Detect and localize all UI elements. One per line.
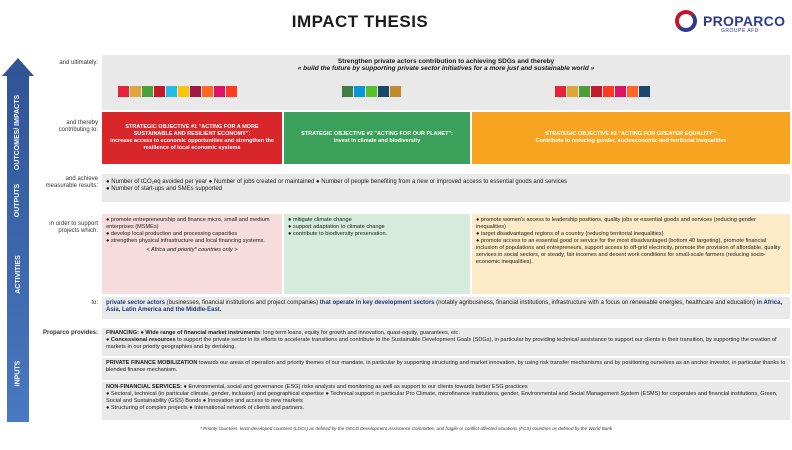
sdg-icon: [615, 86, 626, 97]
footnote: * Priority countries: least-developed countries (LDCs) as defined by the OECD Development Assistance Committee, and fragile or conflict-affected situations (FCS) countries as defined by the World Bank: [200, 426, 613, 431]
financing-text: : long term loans, equity for growth and innovation, quasi-equity, guarantees, etc.: [260, 330, 460, 336]
project-item: ● mitigate climate change: [288, 217, 352, 223]
nonfin-line1: ● Environmental, social and governance (ESG) risks analysis and monitoring as well as support to our clients towards better ESG practices: [181, 384, 528, 390]
sdg-icon: [390, 86, 401, 97]
sdg-icon: [214, 86, 225, 97]
row-label-to: to:: [91, 300, 98, 306]
financing-label: FINANCING:: [106, 330, 139, 336]
projects-col-1: [102, 214, 282, 294]
sdg-icon: [579, 86, 590, 97]
project-item: ● contribute to biodiversity preservation.: [288, 231, 388, 237]
objective-3-title: STRATEGIC OBJECTIVE #3 "ACTING FOR GREATER EQUALITY":: [545, 131, 717, 137]
projects-col-2: [284, 214, 470, 294]
label-outcomes: OUTCOMES/ IMPACTS: [14, 94, 22, 170]
sdg-icons-group3: [555, 86, 651, 97]
sdg-icon: [555, 86, 566, 97]
project-item: ● develop local production and processing capacities: [106, 231, 238, 237]
projects-col-3: [472, 214, 790, 294]
proparco-logo: [675, 6, 785, 40]
sdg-icon: [154, 86, 165, 97]
project-item: ● target disadvantaged regions of a country (reducing territorial inequalities): [476, 231, 664, 237]
goal-line2: « build the future by supporting private sector initiatives for a more just and sustainable world »: [297, 65, 595, 72]
nonfin-line2: ● Sectoral, technical (in particular climate, gender, inclusion) and geographical expertise ● Technical support in particular Pro Climate, microfinance institutions, gender, Environmental and Social Management System (ESMS) for corporates and financial institutions, Green, Social and Sustainability (GSS) Bonds ● Innovation and access to new markets: [106, 391, 778, 404]
sdg-icon: [627, 86, 638, 97]
mobilization-box: [102, 358, 790, 380]
row-label-contributing: and thereby contributing to:: [58, 120, 98, 133]
nonfin-line3: ● Structuring of complex projects ● International network of clients and partners.: [106, 405, 305, 411]
financing-box: [102, 328, 790, 356]
objective-3-desc: Contribute to reducing gender, socioeconomic and territorial inequalities: [535, 138, 727, 144]
non-financial-box: [102, 382, 790, 420]
row-label-ultimately: and ultimately:: [59, 60, 98, 66]
sdg-icon: [354, 86, 365, 97]
sdg-icon: [378, 86, 389, 97]
sdg-icon: [166, 86, 177, 97]
results-line2: ● Number of start-ups and SMEs supported: [106, 186, 223, 192]
objective-2-title: STRATEGIC OBJECTIVE #2 "ACTING FOR OUR PLANET":: [301, 131, 453, 137]
objective-2-desc: invest in climate and biodiversity: [333, 138, 421, 144]
project-item: ● promote access to an essential good or service for the most disadvantaged (bottom 40 targeting), promote financial inclusion of populations and entrepreneurs, support access to off-grid electricity, promote the provision of affordable, quality services in social sectors, or steady, fair incomes and decent work conditions for small-scale farmers (reducing socio-economic inequalities).: [476, 238, 781, 265]
sdg-icon: [130, 86, 141, 97]
objective-2: [284, 112, 470, 164]
label-inputs: INPUTS: [14, 360, 22, 386]
results-chain-arrow: [2, 58, 34, 422]
sdg-icon: [567, 86, 578, 97]
objective-1: [102, 112, 282, 164]
sdg-icons-group2: [342, 86, 402, 97]
sdg-icon: [639, 86, 650, 97]
sdg-icon: [118, 86, 129, 97]
project-note: < Africa and priority* countries only >: [146, 247, 238, 253]
label-outputs: OUTPUTS: [14, 183, 22, 217]
sdg-icon: [178, 86, 189, 97]
ultimate-goal-box: [102, 55, 790, 110]
logo-subtitle: GROUPE AFD: [721, 28, 759, 34]
sdg-icon: [591, 86, 602, 97]
row-label-provides: Proparco provides:: [42, 330, 98, 336]
to-sectors-detail: (notably agribusiness, financial institutions, infrastructure with a focus on renewable energies, healthcare and education): [434, 300, 757, 306]
goal-line1: Strengthen private actors contribution to achieving SDGs and thereby: [337, 58, 555, 65]
mobilization-label: PRIVATE FINANCE MOBILIZATION: [106, 360, 198, 366]
financing-instruments: ● Wide range of financial market instruments: [138, 330, 261, 336]
row-label-results: and achieve measurable results:: [45, 176, 98, 189]
project-item: ● strengthen physical infrastructure and local financing systems.: [106, 238, 265, 244]
arrow-head-icon: [2, 58, 34, 76]
sdg-icon: [142, 86, 153, 97]
nonfin-label: NON-FINANCIAL SERVICES:: [106, 384, 182, 390]
concessional-label: ● Concessional resources: [106, 337, 176, 343]
page-title: IMPACT THESIS: [291, 12, 429, 31]
sdg-icon: [190, 86, 201, 97]
label-activities: ACTIVITIES: [14, 254, 22, 294]
results-line1: ● Number of tCO₂eq avoided per year ● Number of jobs created or maintained ● Number of people benefiting from a new or improved access to essential goods and services: [106, 179, 568, 185]
sdg-icon: [342, 86, 353, 97]
to-sectors: that operate in key development sectors: [319, 300, 435, 306]
to-regions: in Africa, Asia, Latin America and the Middle-East.: [106, 300, 783, 313]
objective-1-desc: increase access to economic opportunities and strengthen the resilience of local economic systems: [110, 138, 274, 151]
project-item: ● promote women's access to leadership positions, quality jobs or essential goods and services (reducing gender inequalities): [476, 217, 756, 230]
to-box: [102, 297, 790, 319]
to-actors-detail: (businesses, financial institutions and project companies): [165, 300, 320, 306]
objective-3: [472, 112, 790, 164]
logo-name: PROPARCO: [703, 13, 786, 29]
logo-ring-icon: [675, 10, 697, 32]
sdg-icon: [226, 86, 237, 97]
row-label-projects: in order to support projects which:: [49, 221, 98, 234]
results-box: [102, 174, 790, 202]
sdg-icon: [202, 86, 213, 97]
to-actors: private sector actors: [106, 300, 166, 306]
sdg-icon: [603, 86, 614, 97]
concessional-text: to support the private sector in its efforts to accelerate transitions and contribute to the Sustainable Development Goals (SDGs), in particular by providing technical assistance to support our clients in their transition, by supporting the creation of markets in our priority geographies and by derisking.: [106, 337, 777, 350]
project-item: ● support adaptation to climate change: [288, 224, 385, 230]
sdg-icon: [366, 86, 377, 97]
sdg-icons-group1: [118, 86, 238, 97]
mobilization-text: towards our areas of operation and priority themes of our mandate, in particular by supporting structuring and market innovation, by using risk transfer mechanisms and by positioning ourselves as an anchor investor, in particular thanks to blended finance mechanism.: [106, 360, 786, 373]
objective-1-title: STRATEGIC OBJECTIVE #1 "ACTING FOR A MORE SUSTAINABLE AND RESILIENT ECONOMY":: [125, 124, 259, 137]
project-item: ● promote entrepreneurship and finance micro, small and medium enterprises (MSMEs): [106, 217, 270, 230]
